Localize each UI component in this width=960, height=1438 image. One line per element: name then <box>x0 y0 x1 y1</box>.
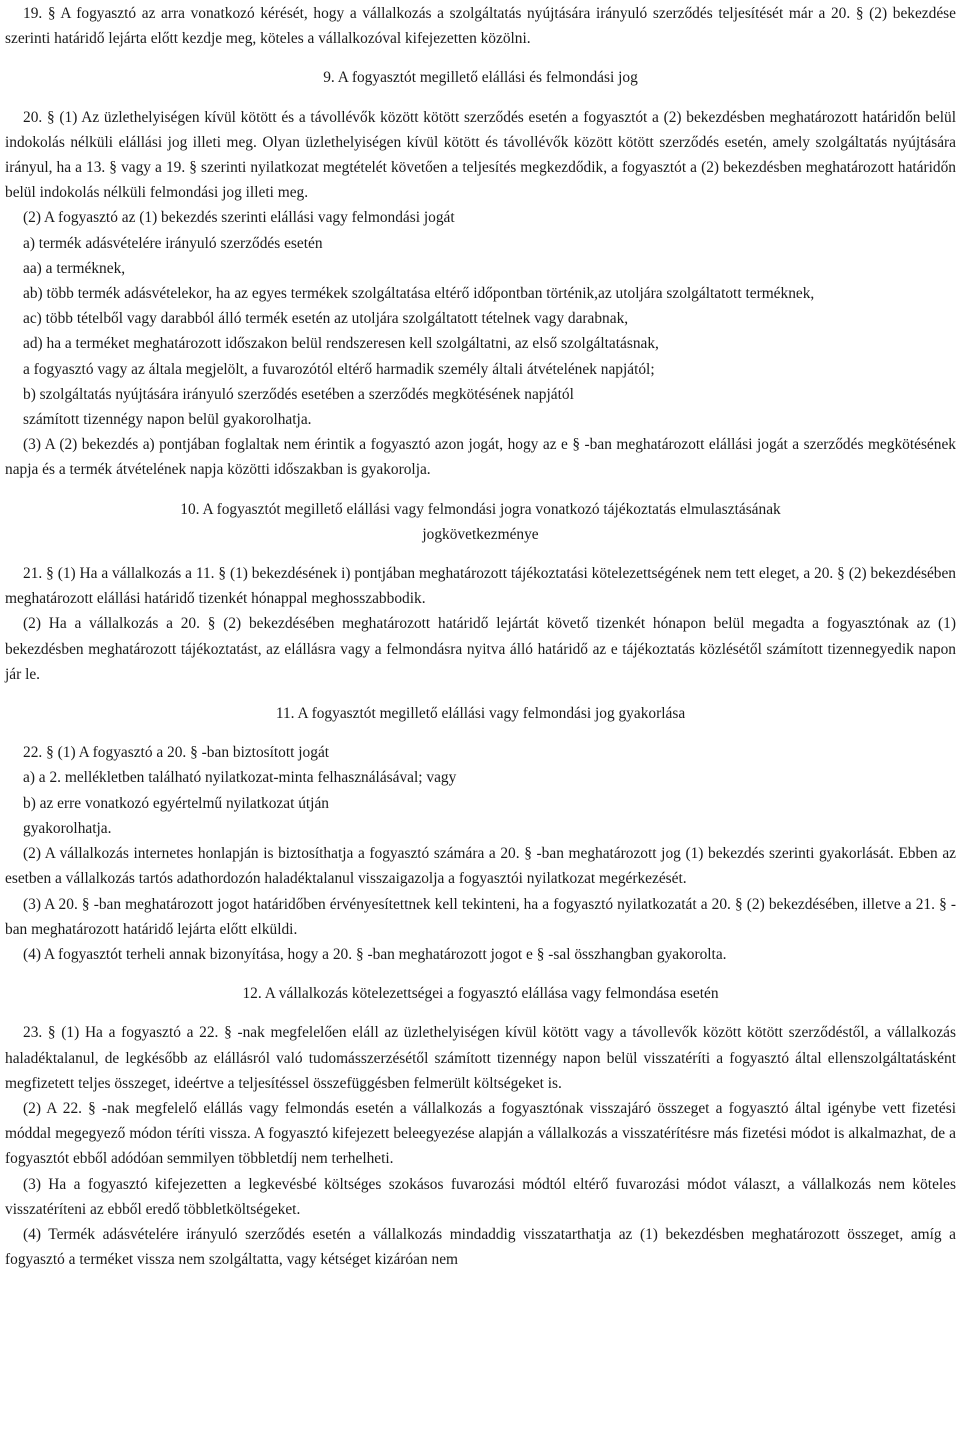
paragraph-19: 19. § A fogyasztó az arra vonatkozó kérését, hogy a vállalkozás a szolgáltatás nyújtására irányuló szerződés teljesítését már a 20. § (2) bekezdése szerinti határidő lejárta előtt kezdje meg, köteles a vállalkozóval kifejezetten közölni. <box>5 5 956 48</box>
paragraph-23-2: (2) A 22. § -nak megfelelő elállás vagy felmondás esetén a vállalkozás a fogyasztónak visszajáró összeget a fogyasztó által igénybe vett fizetési móddal megegyező módon téríti vissza. A fogyasztó kifejezett beleegyezése alapján a vállalkozás a visszatérítésre más fizetési módot is alkalmazhat, de a fogyasztót ebből adódóan semmilyen többletdíj nem terhelheti. <box>5 1099 956 1168</box>
paragraph-23-3: (3) Ha a fogyasztó kifejezetten a legkevésbé költséges szokásos fuvarozási módtól eltérő fuvarozási módot választ, a vállalkozás nem köteles visszatéríteni az ebből eredő többletköltségeket. <box>5 1175 956 1218</box>
paragraph-20-2-b-tail: számított tizennégy napon belül gyakorolhatja. <box>23 411 312 429</box>
paragraph-22-2: (2) A vállalkozás internetes honlapján is biztosíthatja a fogyasztó számára a 20. § -ban meghatározott jog (1) bekezdés szerinti gyakorlását. Ebben az esetben a vállalkozás tartós adathordozón haladéktalanul visszaigazolja a fogyasztói nyilatkozat megérkezését. <box>5 845 956 888</box>
paragraph-20-2-a: a) termék adásvételére irányuló szerződés esetén <box>23 234 323 252</box>
paragraph-22-1-tail: gyakorolhatja. <box>23 819 112 837</box>
heading-12: 12. A vállalkozás kötelezettségei a fogyasztó elállása vagy felmondása esetén <box>242 985 719 1003</box>
paragraph-23-1: 23. § (1) Ha a fogyasztó a 22. § -nak megfelelően eláll az üzlethelyiségen kívül kötött vagy a távollevők között kötött szerződéstől, a vállalkozás haladéktalanul, de legkésőbb az elállásról való tudomásszerzésétől számított tizennégy napon belül visszatéríti a fogyasztó által ellenszolgáltatásként megfizetett teljes összeget, ideértve a teljesítéssel összefüggésben felmerült költségeket is. <box>5 1024 956 1092</box>
paragraph-20-1: 20. § (1) Az üzlethelyiségen kívül kötött és a távollévők között kötött szerződés esetén a fogyasztót a (2) bekezdésben meghatározott határidőn belül indokolás nélküli elállási jog illeti meg. Olyan üzlethelyiségen kívül kötött és távollévők között kötött szerződés esetén, amely szolgáltatás nyújtására irányul, ha a 13. § vagy a 19. § szerinti nyilatkozat megtételét követően a teljesítés megkezdődik, a fogyasztót a (2) bekezdésben meghatározott határidőn belül indokolás nélküli felmondási jog illeti meg. <box>5 108 956 202</box>
heading-10-line-2: jogkövetkezménye <box>422 525 539 543</box>
heading-10 <box>5 497 956 547</box>
paragraph-20-2-tail: a fogyasztó vagy az általa megjelölt, a fuvarozótól eltérő harmadik személy általi átvételének napjától; <box>23 360 655 378</box>
paragraph-22-1: 22. § (1) A fogyasztó a 20. § -ban biztosított jogát <box>23 744 330 762</box>
paragraph-20-2-ad: ad) ha a terméket meghatározott időszakon belül rendszeresen kell szolgáltatni, az első szolgáltatásnak, <box>23 335 659 353</box>
heading-11: 11. A fogyasztót megillető elállási vagy felmondási jog gyakorlása <box>275 705 686 723</box>
document-page <box>5 1 956 1272</box>
paragraph-22-1-a: a) a 2. mellékletben található nyilatkozat-minta felhasználásával; vagy <box>23 769 457 787</box>
paragraph-22-4: (4) A fogyasztót terheli annak bizonyítása, hogy a 20. § -ban meghatározott jogot e § -sal összhangban gyakorolta. <box>23 945 727 963</box>
paragraph-20-3: (3) A (2) bekezdés a) pontjában foglaltak nem érintik a fogyasztó azon jogát, hogy az e § -ban meghatározott elállási jogát a szerződés megkötésének napja és a termék átvételének napja közötti időszakban is gyakorolja. <box>5 436 956 479</box>
heading-9: 9. A fogyasztót megillető elállási és felmondási jog <box>323 69 638 87</box>
paragraph-20-2-ac: ac) több tételből vagy darabból álló termék esetén az utoljára szolgáltatott tételnek vagy darabnak, <box>23 310 629 328</box>
paragraph-20-2-b: b) szolgáltatás nyújtására irányuló szerződés esetében a szerződés megkötésének napjától <box>23 385 574 403</box>
paragraph-21-1: 21. § (1) Ha a vállalkozás a 11. § (1) bekezdésének i) pontjában meghatározott tájékoztatási kötelezettségének nem tett eleget, a 20. § (2) bekezdésében meghatározott elállási határidő tizenkét hónappal meghosszabbodik. <box>5 565 956 608</box>
heading-10-line-1: 10. A fogyasztót megillető elállási vagy felmondási jogra vonatkozó tájékoztatás elmulasztásának <box>180 500 781 518</box>
paragraph-21-2: (2) Ha a vállalkozás a 20. § (2) bekezdésében meghatározott határidő lejártát követő tizenkét hónapon belül megadta a fogyasztónak az (1) bekezdésben meghatározott tájékoztatást, az elállásra vagy a felmondásra nyitva álló határidő az e tájékoztatás közlésétől számított tizennegyedik napon jár le. <box>5 615 956 683</box>
paragraph-22-3: (3) A 20. § -ban meghatározott jogot határidőben érvényesítettnek kell tekinteni, ha a fogyasztó nyilatkozatát a 20. § (2) bekezdésében, illetve a 21. § -ban meghatározott határidő lejárta előtt elküldi. <box>5 895 956 938</box>
paragraph-20-2-aa: aa) a terméknek, <box>23 259 126 277</box>
paragraph-20-2-ab: ab) több termék adásvételekor, ha az egyes termékek szolgáltatása eltérő időpontban történik,az utoljára szolgáltatott terméknek, <box>23 285 815 303</box>
paragraph-23-4: (4) Termék adásvételére irányuló szerződés esetén a vállalkozás mindaddig visszatarthatja az (1) bekezdésben meghatározott összeget, amíg a fogyasztó a terméket vissza nem szolgáltatta, vagy kétséget kizáróan nem <box>5 1225 956 1269</box>
paragraph-22-1-b: b) az erre vonatkozó egyértelmű nyilatkozat útján <box>23 794 329 812</box>
paragraph-20-2: (2) A fogyasztó az (1) bekezdés szerinti elállási vagy felmondási jogát <box>23 209 455 227</box>
